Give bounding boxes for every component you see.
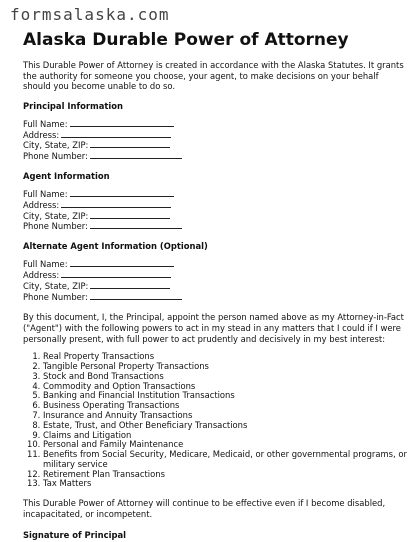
alternate-full-name-line[interactable]	[70, 259, 174, 267]
agent-address-label: Address:	[23, 199, 60, 210]
power-item: 1. Real Property Transactions	[43, 352, 408, 362]
alternate-city-field	[23, 281, 408, 292]
durability-clause: This Durable Power of Attorney will continue to be effective even if I become disabled, incapacitated, or incompetent.	[23, 498, 386, 519]
power-item: 8. Estate, Trust, and Other Beneficiary Transactions	[43, 421, 408, 431]
agent-phone-line[interactable]	[90, 221, 182, 229]
principal-city-field	[23, 140, 408, 151]
principal-full-name-label: Full Name:	[23, 118, 68, 129]
appointment-clause: By this document, I, the Principal, appoint the person named above as my Attorney-in-Fact ("Agent") with the following powers to act in my stead in any matters that I could if I were personally present, with full power to act prudently and decisively in my best interest:	[23, 312, 404, 344]
alternate-full-name-field	[23, 259, 408, 270]
powers-list	[23, 352, 408, 489]
alternate-city-line[interactable]	[90, 281, 170, 289]
principal-phone-field	[23, 151, 408, 162]
alternate-address-label: Address:	[23, 269, 60, 280]
watermark: formsalaska.com	[10, 5, 170, 24]
power-item: 13. Tax Matters	[43, 479, 408, 489]
agent-address-line[interactable]	[61, 200, 171, 208]
principal-phone-line[interactable]	[90, 151, 182, 159]
alternate-address-line[interactable]	[61, 270, 171, 278]
principal-address-field	[23, 130, 408, 141]
power-item: 7. Insurance and Annuity Transactions	[43, 411, 408, 421]
alternate-phone-line[interactable]	[90, 292, 182, 300]
principal-section	[23, 101, 408, 162]
alternate-phone-field	[23, 292, 408, 303]
principal-city-line[interactable]	[90, 140, 170, 148]
power-item: 12. Retirement Plan Transactions	[43, 470, 408, 480]
document	[23, 30, 408, 541]
power-item: 2. Tangible Personal Property Transactions	[43, 362, 408, 372]
agent-full-name-label: Full Name:	[23, 188, 68, 199]
power-item: 11. Benefits from Social Security, Medicare, Medicaid, or other governmental programs, or military service	[43, 450, 408, 470]
alternate-agent-heading: Alternate Agent Information (Optional)	[23, 241, 208, 252]
intro-paragraph: This Durable Power of Attorney is created in accordance with the Alaska Statutes. It grants the authority for someone you choose, your agent, to make decisions on your behalf should you become unable to do so.	[23, 60, 404, 92]
principal-full-name-line[interactable]	[70, 119, 174, 127]
power-item: 4. Commodity and Option Transactions	[43, 382, 408, 392]
principal-address-label: Address:	[23, 129, 60, 140]
principal-phone-label: Phone Number:	[23, 151, 88, 162]
alternate-address-field	[23, 270, 408, 281]
alternate-phone-label: Phone Number:	[23, 291, 88, 302]
power-item: 3. Stock and Bond Transactions	[43, 372, 408, 382]
power-item: 9. Claims and Litigation	[43, 431, 408, 441]
alternate-city-label: City, State, ZIP:	[23, 280, 89, 291]
agent-city-field	[23, 211, 408, 222]
principal-heading: Principal Information	[23, 100, 123, 111]
agent-address-field	[23, 200, 408, 211]
agent-full-name-field	[23, 189, 408, 200]
signature-heading: Signature of Principal	[23, 530, 126, 541]
alternate-agent-section	[23, 241, 408, 302]
agent-heading: Agent Information	[23, 170, 110, 181]
principal-address-line[interactable]	[61, 130, 171, 138]
agent-phone-label: Phone Number:	[23, 221, 88, 232]
agent-city-line[interactable]	[90, 211, 170, 219]
agent-phone-field	[23, 221, 408, 232]
power-item: 10. Personal and Family Maintenance	[43, 440, 408, 450]
principal-full-name-field	[23, 119, 408, 130]
agent-section	[23, 171, 408, 232]
principal-city-label: City, State, ZIP:	[23, 140, 89, 151]
alternate-full-name-label: Full Name:	[23, 259, 68, 270]
agent-full-name-line[interactable]	[70, 189, 174, 197]
page-title: Alaska Durable Power of Attorney	[23, 30, 349, 50]
power-item: 6. Business Operating Transactions	[43, 401, 408, 411]
agent-city-label: City, State, ZIP:	[23, 210, 89, 221]
power-item: 5. Banking and Financial Institution Transactions	[43, 391, 408, 401]
